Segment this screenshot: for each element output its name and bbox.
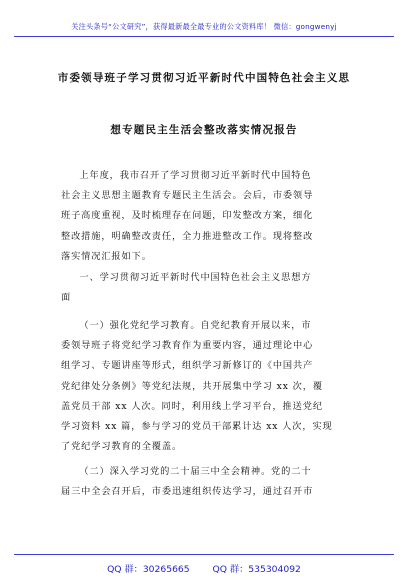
- text-line: 一、学习贯彻习近平新时代中国特色社会主义思想方: [79, 272, 312, 283]
- text-line: 落实情况汇报如下。: [61, 250, 152, 262]
- text-line: 盖党员干部 xx 人次。同时，利用线上学习平台，推送党纪: [61, 400, 323, 412]
- text-line: 学习资料 xx 篇，参与学习的党员干部累计达 xx 人次，实现: [61, 421, 333, 433]
- paragraph-intro: [61, 166, 347, 267]
- text-line: 委领导班子将党纪学习教育作为重要内容，通过理论中心: [61, 340, 314, 352]
- doc-title-line-2: 想专题民主生活会整改落实情况报告: [110, 124, 298, 136]
- text-line: 上年度，我市召开了学习贯彻习近平新时代中国特色: [79, 170, 312, 181]
- text-line: 了党纪学习教育的全覆盖。: [61, 441, 183, 453]
- text-line: 党纪律处分条例》等党纪法规，共开展集中学习 xx 次，覆: [61, 380, 323, 392]
- doc-title-line-1: 市委领导班子学习贯彻习近平新时代中国特色社会主义思: [57, 72, 351, 84]
- text-line: 社会主义思想主题教育专题民主生活会。会后，市委领导: [61, 190, 314, 202]
- paragraph-party-discipline: [61, 316, 347, 457]
- header-notice: 关注头条号“公文研究”，获得最新最全最专业的公文资料库！ 微信：gongwenyj: [14, 22, 394, 37]
- footer-qq-group-1: QQ 群：30265665: [107, 564, 190, 575]
- text-line: 整改措施，明确整改责任，全力推进整改工作。现将整改: [61, 230, 314, 242]
- text-line: （二）深入学习党的二十届三中全会精神。党的二十: [79, 466, 312, 477]
- footer-qq-group-2: QQ 群：535304092: [212, 564, 301, 575]
- text-line: 组学习、专题讲座等形式，组织学习新修订的《中国共产: [61, 360, 314, 372]
- text-line: （一）强化党纪学习教育。自党纪教育开展以来，市: [79, 320, 312, 331]
- section-heading-1: [61, 268, 347, 308]
- text-line: 班子高度重视，及时梳理存在问题，印发整改方案，细化: [61, 210, 314, 222]
- footer-contact: [14, 554, 394, 575]
- paragraph-plenum-study: [61, 462, 347, 502]
- text-line: 届三中全会召开后，市委迅速组织传达学习，通过召开市: [61, 486, 314, 498]
- text-line: 面: [61, 292, 72, 304]
